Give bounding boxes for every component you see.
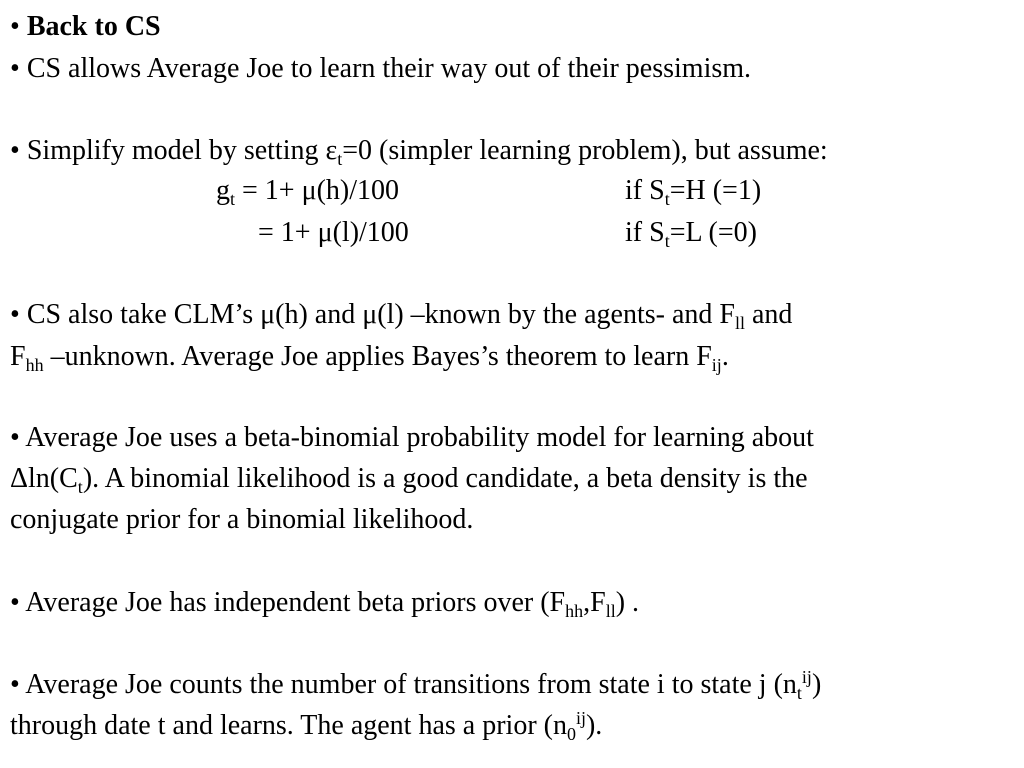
subscript: t <box>77 477 83 497</box>
equation-2-condition <box>625 216 757 250</box>
text: CS also take CLM’s μ(h) and μ(l) –known by the agents- and F <box>26 299 735 330</box>
bullet: • <box>10 669 20 700</box>
text: . <box>721 341 729 372</box>
bullet-text: CS allows Average Joe to learn their way out of their pessimism. <box>26 53 752 84</box>
bullet-cs-allows <box>10 52 751 86</box>
text: –unknown. Average Joe applies Bayes’s theorem to learn F <box>43 341 712 372</box>
superscript: ij <box>575 708 586 728</box>
text: ). <box>585 710 603 741</box>
bullet-text-post: =0 (simpler learning problem), but assume: <box>342 135 828 166</box>
cond-post: =H (=1) <box>669 175 762 206</box>
bullet-beta-binomial-line2 <box>10 462 808 496</box>
eq-rhs: = 1+ μ(h)/100 <box>235 175 400 206</box>
subscript: 0 <box>566 724 576 744</box>
text: Average Joe uses a beta-binomial probability model for learning about <box>25 422 814 453</box>
equation-1-lhs <box>216 174 399 208</box>
heading: Back to CS <box>26 11 161 42</box>
text: Average Joe counts the number of transitions from state i to state j (n <box>25 669 797 700</box>
subscript: ll <box>605 601 616 621</box>
bullet: • <box>10 135 20 166</box>
subscript: t <box>664 231 670 251</box>
subscript: t <box>337 149 343 169</box>
subscript: ll <box>734 313 745 333</box>
bullet: • <box>10 53 20 84</box>
text: Δln(C <box>10 463 78 494</box>
bullet: • <box>10 11 20 42</box>
text: ) <box>811 669 822 700</box>
bullet-cs-also-take-line1 <box>10 298 792 332</box>
cond-pre: if S <box>625 217 665 248</box>
subscript: hh <box>25 355 44 375</box>
bullet: • <box>10 422 20 453</box>
equation-2-lhs <box>258 216 409 250</box>
text: ). A binomial likelihood is a good candidate, a beta density is the <box>82 463 808 494</box>
subscript: t <box>664 189 670 209</box>
subscript: hh <box>565 601 584 621</box>
bullet-cs-also-take-line2 <box>10 340 729 374</box>
bullet-beta-binomial-line1 <box>10 421 814 455</box>
text: conjugate prior for a binomial likelihood. <box>10 504 474 535</box>
bullet-simplify-model <box>10 134 828 168</box>
subscript: t <box>230 189 236 209</box>
superscript: ij <box>801 667 812 687</box>
bullet-transitions-line2 <box>10 709 602 743</box>
cond-post: =L (=0) <box>669 217 757 248</box>
bullet-transitions-line1 <box>10 668 821 702</box>
text: ,F <box>583 587 606 618</box>
text: through date t and learns. The agent has a prior (n <box>10 710 567 741</box>
bullet-beta-binomial-line3 <box>10 503 473 537</box>
text: Average Joe has independent beta priors over (F <box>25 587 566 618</box>
heading-line <box>10 10 161 44</box>
text: F <box>10 341 26 372</box>
subscript: t <box>796 683 802 703</box>
text: ) . <box>615 587 640 618</box>
eq-rhs: = 1+ μ(l)/100 <box>258 217 409 248</box>
bullet: • <box>10 299 20 330</box>
eq-g: g <box>216 175 230 206</box>
subscript: ij <box>711 355 722 375</box>
equation-1-condition <box>625 174 761 208</box>
bullet-text-pre: Simplify model by setting ε <box>26 135 338 166</box>
bullet: • <box>10 587 20 618</box>
text: and <box>744 299 793 330</box>
cond-pre: if S <box>625 175 665 206</box>
bullet-beta-priors <box>10 586 639 620</box>
